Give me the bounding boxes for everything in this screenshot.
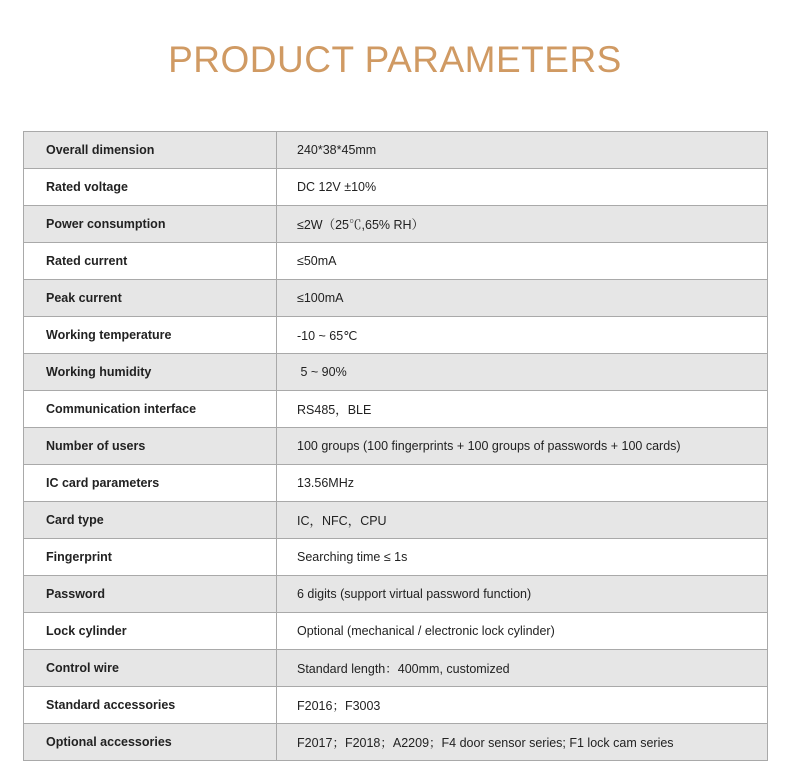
parameter-label: Control wire — [24, 650, 277, 687]
parameter-value: Searching time ≤ 1s — [277, 539, 768, 576]
parameter-value: ≤100mA — [277, 280, 768, 317]
parameter-value: 5 ~ 90% — [277, 354, 768, 391]
parameter-label: Power consumption — [24, 206, 277, 243]
parameter-label: Standard accessories — [24, 687, 277, 724]
table-row — [24, 280, 768, 317]
table-row — [24, 687, 768, 724]
parameter-label: Working temperature — [24, 317, 277, 354]
table-row — [24, 132, 768, 169]
table-row — [24, 317, 768, 354]
parameter-value: 6 digits (support virtual password function) — [277, 576, 768, 613]
parameters-table — [23, 131, 768, 761]
table-row — [24, 391, 768, 428]
parameter-label: Rated voltage — [24, 169, 277, 206]
parameter-value: -10 ~ 65℃ — [277, 317, 768, 354]
parameter-value: 240*38*45mm — [277, 132, 768, 169]
parameter-label: Communication interface — [24, 391, 277, 428]
table-row — [24, 465, 768, 502]
parameter-value: Standard length：400mm, customized — [277, 650, 768, 687]
table-row — [24, 576, 768, 613]
parameter-value: ≤50mA — [277, 243, 768, 280]
table-row — [24, 428, 768, 465]
table-row — [24, 724, 768, 761]
table-row — [24, 539, 768, 576]
table-row — [24, 169, 768, 206]
parameter-label: Lock cylinder — [24, 613, 277, 650]
parameter-value: DC 12V ±10% — [277, 169, 768, 206]
table-row — [24, 354, 768, 391]
parameter-label: Password — [24, 576, 277, 613]
parameter-label: Working humidity — [24, 354, 277, 391]
parameter-value: 13.56MHz — [277, 465, 768, 502]
page-title: PRODUCT PARAMETERS — [168, 39, 622, 80]
parameter-value: IC，NFC，CPU — [277, 502, 768, 539]
table-row — [24, 206, 768, 243]
parameter-value: 100 groups (100 fingerprints + 100 groups of passwords + 100 cards) — [277, 428, 768, 465]
table-row — [24, 502, 768, 539]
parameter-label: Peak current — [24, 280, 277, 317]
parameter-label: Overall dimension — [24, 132, 277, 169]
table-row — [24, 243, 768, 280]
parameter-value: RS485，BLE — [277, 391, 768, 428]
table-row — [24, 650, 768, 687]
parameter-value: ≤2W（25℃,65% RH） — [277, 206, 768, 243]
parameter-label: Number of users — [24, 428, 277, 465]
parameter-value: Optional (mechanical / electronic lock cylinder) — [277, 613, 768, 650]
parameter-value: F2017；F2018；A2209；F4 door sensor series; F1 lock cam series — [277, 724, 768, 761]
parameter-label: Optional accessories — [24, 724, 277, 761]
parameter-label: Rated current — [24, 243, 277, 280]
table-row — [24, 613, 768, 650]
parameter-label: Fingerprint — [24, 539, 277, 576]
parameter-label: Card type — [24, 502, 277, 539]
parameter-label: IC card parameters — [24, 465, 277, 502]
parameter-value: F2016；F3003 — [277, 687, 768, 724]
